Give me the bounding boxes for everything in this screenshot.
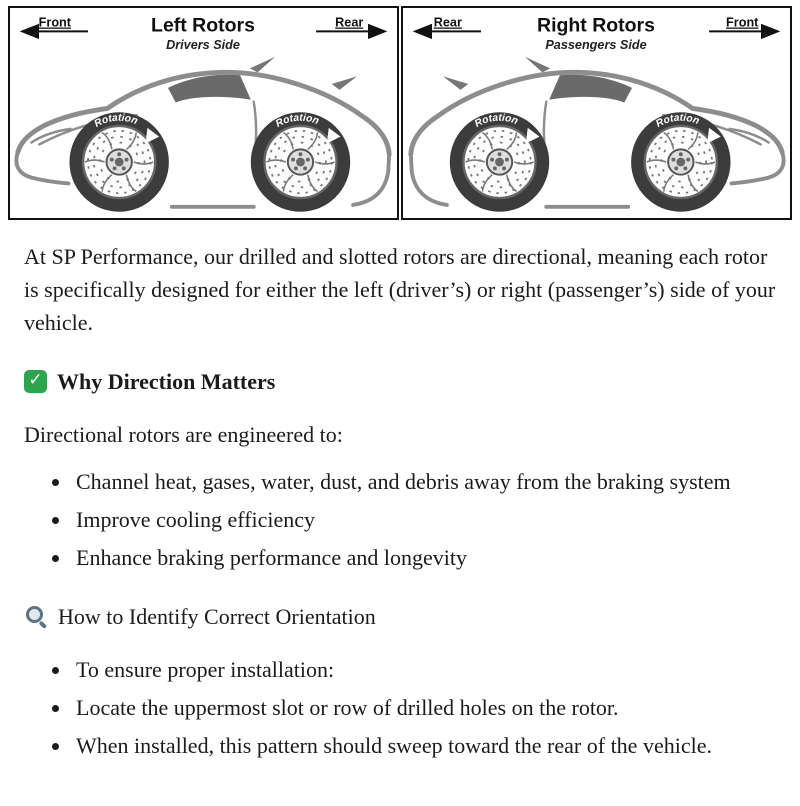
rear-direction-label: Rear bbox=[433, 15, 462, 30]
check-icon bbox=[24, 370, 47, 393]
section-heading-text: How to Identify Correct Orientation bbox=[58, 603, 376, 629]
panel-title: Left Rotors bbox=[151, 14, 255, 37]
section-lead: Directional rotors are engineered to: bbox=[24, 421, 343, 447]
list-item: • Improve cooling efficiency bbox=[72, 503, 776, 536]
rotor-direction-diagram bbox=[8, 6, 792, 220]
rear-wheel-rotor bbox=[450, 112, 549, 211]
left-rotors-illustration bbox=[10, 8, 397, 218]
section-heading-identify-orientation bbox=[24, 600, 776, 633]
panel-subtitle: Drivers Side bbox=[166, 37, 240, 52]
front-wheel-rotor bbox=[631, 112, 730, 211]
list-item: • Locate the uppermost slot or row of drilled holes on the rotor. bbox=[72, 691, 776, 724]
article-body bbox=[0, 220, 800, 762]
front-direction-label: Front bbox=[726, 15, 759, 30]
list-item: • To ensure proper installation: bbox=[72, 653, 776, 686]
intro-paragraph: At SP Performance, our drilled and slotted rotors are directional, meaning each rotor is specifically designed for either the left (driver’s) or right (passenger’s) side of your vehicle. bbox=[24, 243, 776, 335]
panel-subtitle: Passengers Side bbox=[545, 37, 647, 52]
benefits-list bbox=[24, 465, 776, 574]
orientation-list bbox=[24, 653, 776, 762]
section-heading-text: Why Direction Matters bbox=[57, 368, 276, 394]
list-item: • Enhance braking performance and longevity bbox=[72, 541, 776, 574]
right-rotors-panel bbox=[401, 6, 792, 220]
section-heading-why-direction-matters bbox=[24, 365, 776, 398]
list-item: • Channel heat, gases, water, dust, and debris away from the braking system bbox=[72, 465, 776, 498]
front-direction-label: Front bbox=[38, 15, 72, 30]
front-wheel-rotor bbox=[69, 112, 168, 211]
right-rotors-illustration bbox=[403, 8, 790, 218]
panel-title: Right Rotors bbox=[537, 14, 656, 37]
list-item: • When installed, this pattern should sweep toward the rear of the vehicle. bbox=[72, 729, 776, 762]
rear-direction-label: Rear bbox=[335, 15, 364, 30]
left-rotors-panel bbox=[8, 6, 399, 220]
magnifier-icon bbox=[24, 604, 48, 628]
rear-wheel-rotor bbox=[251, 112, 350, 211]
